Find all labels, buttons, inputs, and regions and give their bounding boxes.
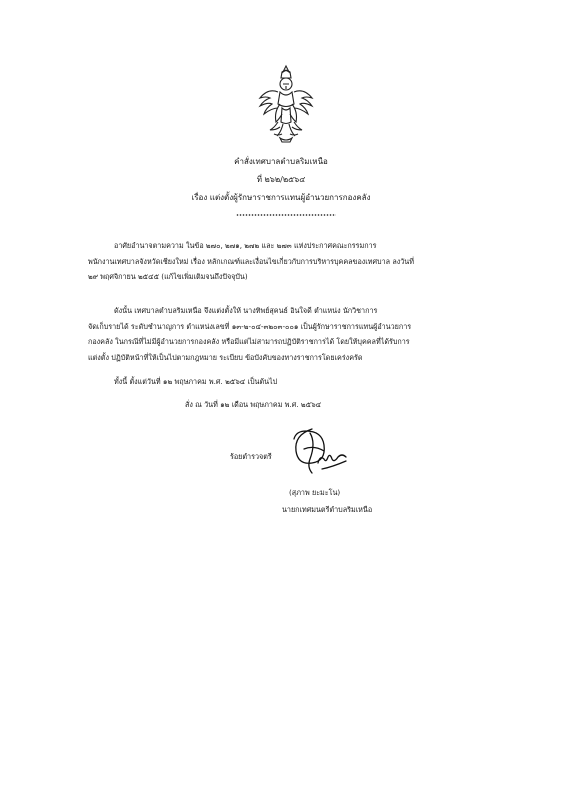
order-title: คำสั่งเทศบาลตำบลริมเหนือ — [234, 157, 328, 166]
text-line: พนักงานเทศบาลจังหวัดเชียงใหม่ เรื่อง หลักเกณฑ์และเงื่อนไขเกี่ยวกับการบริหารบุคคลของเทศบาล ลงวันที่ — [88, 256, 414, 266]
paragraph-appointment — [88, 303, 484, 365]
signer-title: นายกเทศมนตรีตำบลริมเหนือ — [282, 505, 373, 514]
garuda-emblem-icon — [256, 62, 316, 144]
signer-name: (สุภาพ ยะมะโน) — [289, 488, 341, 497]
text-line: ๒๙ พฤศจิกายน ๒๕๔๕ (แก้ไขเพิ่มเติมจนถึงปัจจุบัน) — [88, 272, 248, 281]
signer-rank: ร้อยตำรวจตรี — [230, 452, 272, 461]
text-line: จัดเก็บรายได้ ระดับชำนาญการ ตำแหน่งเลขที่ ๑๓-๒-๐๔-๓๒๐๓-๐๐๑ เป็นผู้รักษาราชการแทนผู้อำนวยการ — [88, 321, 412, 331]
separator-dotted-line — [236, 214, 336, 216]
order-subject: เรื่อง แต่งตั้งผู้รักษาราชการแทนผู้อำนวยการกองคลัง — [191, 193, 371, 202]
order-date-text: สั่ง ณ วันที่ ๑๒ เดือน พฤษภาคม พ.ศ. ๒๕๖๔ — [185, 400, 322, 409]
text-line: อาศัยอำนาจตามความ ในข้อ ๒๗๐, ๒๗๑, ๒๗๒ และ ๒๗๓ แห่งประกาศคณะกรรมการ — [114, 241, 377, 250]
order-number: ที่ ๒๖๒/๒๕๖๔ — [256, 175, 306, 184]
paragraph-authority — [88, 238, 484, 285]
text-line: ดังนั้น เทศบาลตำบลริมเหนือ จึงแต่งตั้งให้ นางทิพย์สุคนธ์ อินใจดี ตำแหน่ง นักวิชาการ — [114, 306, 378, 315]
text-line: กองคลัง ในกรณีที่ไม่มีผู้อำนวยการกองคลัง หรือมีแต่ไม่สามารถปฏิบัติราชการได้ โดยให้บุคคลที่ได้รับการ — [88, 337, 410, 346]
effective-date-text: ทั้งนี้ ตั้งแต่วันที่ ๑๒ พฤษภาคม พ.ศ. ๒๕๖๔ เป็นต้นไป — [114, 377, 278, 386]
text-line: แต่งตั้ง ปฏิบัติหน้าที่ให้เป็นไปตามกฎหมาย ระเบียบ ข้อบังคับของทางราชการโดยเคร่งครัด — [88, 352, 363, 362]
signature-image — [282, 419, 350, 483]
